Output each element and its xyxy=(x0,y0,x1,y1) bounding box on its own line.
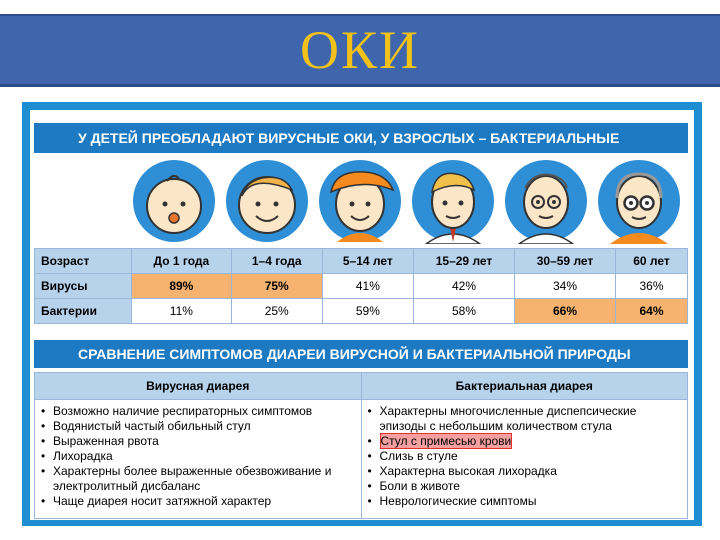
virus-value-cell: 89% xyxy=(132,274,232,299)
age-header-row xyxy=(35,249,688,274)
bacteria-value-cell: 25% xyxy=(231,299,322,324)
elderly-face-icon xyxy=(596,158,682,244)
row-label-viruses: Вирусы xyxy=(35,274,132,299)
slide-title: ОКИ xyxy=(299,20,420,80)
bacterial-symptoms-cell xyxy=(361,400,688,519)
age-cell: До 1 года xyxy=(132,249,232,274)
list-item: • Характерны более выраженные обезвоживание и электролитный дисбаланс xyxy=(41,464,355,494)
bacteria-row xyxy=(35,299,688,324)
list-item: • Чаще диарея носит затяжной характер xyxy=(41,494,355,509)
virus-value-cell: 34% xyxy=(515,274,616,299)
section-heading-ages: У ДЕТЕЙ ПРЕОБЛАДАЮТ ВИРУСНЫЕ ОКИ, У ВЗРОСЛЫХ – БАКТЕРИАЛЬНЫЕ xyxy=(34,123,688,153)
list-item: • Боли в животе xyxy=(368,479,682,494)
young-man-face-icon xyxy=(410,158,496,244)
virus-value-cell: 36% xyxy=(616,274,688,299)
bacteria-value-cell: 58% xyxy=(414,299,515,324)
bacteria-value-cell: 64% xyxy=(616,299,688,324)
list-item-highlighted xyxy=(368,434,682,449)
age-faces-row xyxy=(34,158,688,246)
age-cell: 15–29 лет xyxy=(414,249,515,274)
bacterial-column-header: Бактериальная диарея xyxy=(361,373,688,400)
age-cell: 60 лет xyxy=(616,249,688,274)
baby-face-icon xyxy=(131,158,217,244)
age-cell: 1–4 года xyxy=(231,249,322,274)
age-distribution-table xyxy=(34,248,688,324)
viral-column-header: Вирусная диарея xyxy=(35,373,362,400)
row-label-age: Возраст xyxy=(35,249,132,274)
viruses-row xyxy=(35,274,688,299)
row-label-bacteria: Бактерии xyxy=(35,299,132,324)
list-item: • Лихорадка xyxy=(41,449,355,464)
toddler-face-icon xyxy=(224,158,310,244)
list-item: • Характерны многочисленные диспепсические эпизоды с небольшим количеством стула xyxy=(368,404,682,434)
slide-header xyxy=(0,0,720,86)
list-item: • Водянистый частый обильный стул xyxy=(41,419,355,434)
bacteria-value-cell: 11% xyxy=(132,299,232,324)
bacteria-value-cell: 66% xyxy=(515,299,616,324)
section-heading-symptoms: СРАВНЕНИЕ СИМПТОМОВ ДИАРЕИ ВИРУСНОЙ И БАКТЕРИАЛЬНОЙ ПРИРОДЫ xyxy=(34,340,688,368)
virus-value-cell: 41% xyxy=(322,274,413,299)
symptoms-table xyxy=(34,372,688,519)
list-item: • Слизь в стуле xyxy=(368,449,682,464)
list-item: • Неврологические симптомы xyxy=(368,494,682,509)
viral-symptoms-cell xyxy=(35,400,362,519)
virus-value-cell: 75% xyxy=(231,274,322,299)
middle-aged-face-icon xyxy=(503,158,589,244)
highlighted-text: Стул с примесью крови xyxy=(380,434,512,448)
age-cell: 30–59 лет xyxy=(515,249,616,274)
list-item: • Выраженная рвота xyxy=(41,434,355,449)
bacterial-symptom-list xyxy=(368,404,682,509)
age-cell: 5–14 лет xyxy=(322,249,413,274)
bacteria-value-cell: 59% xyxy=(322,299,413,324)
list-item: • Возможно наличие респираторных симптомов xyxy=(41,404,355,419)
list-item: • Характерна высокая лихорадка xyxy=(368,464,682,479)
child-face-icon xyxy=(317,158,403,244)
virus-value-cell: 42% xyxy=(414,274,515,299)
viral-symptom-list xyxy=(41,404,355,509)
